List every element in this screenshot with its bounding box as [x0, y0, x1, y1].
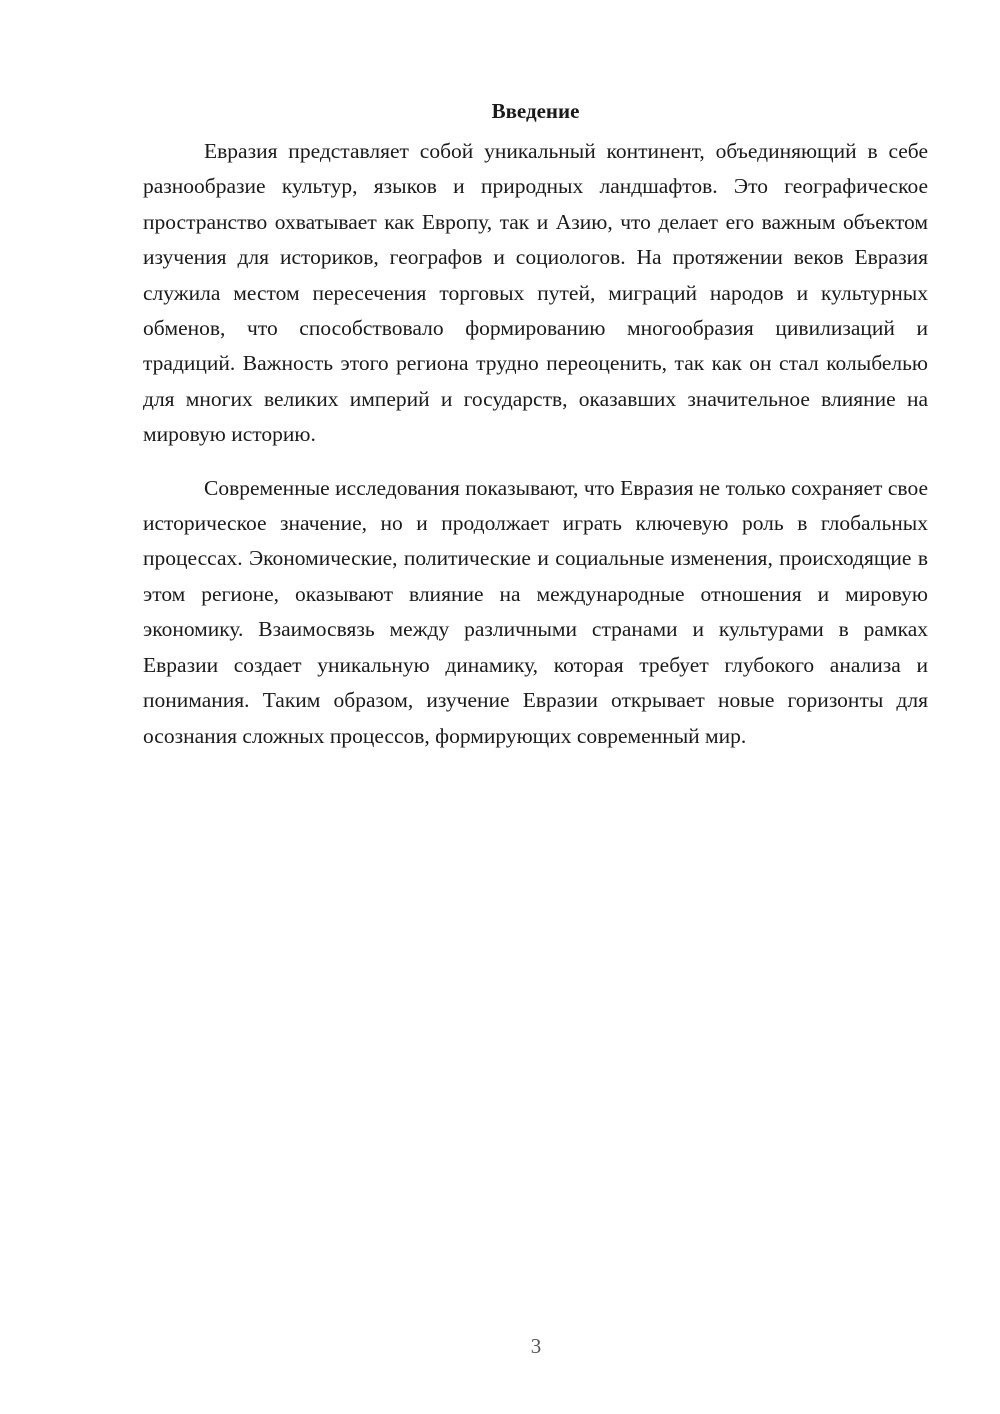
section-title: Введение	[491, 99, 580, 123]
page-content	[143, 96, 928, 754]
paragraph-2: Современные исследования показывают, что Евразия не только сохраняет свое историческое значение, но и продолжает играть ключевую роль в глобальных процессах. Экономические, политические и социальные изменения, происходящие в этом регионе, оказывают влияние на международные отношения и мировую экономику. Взаимосвязь между различными странами и культурами в рамках Евразии создает уникальную динамику, которая требует глубокого анализа и понимания. Таким образом, изучение Евразии открывает новые горизонты для осознания сложных процессов, формирующих современный мир.	[143, 475, 928, 748]
paragraph-1: Евразия представляет собой уникальный континент, объединяющий в себе разнообразие культур, языков и природных ландшафтов. Это географическое пространство охватывает как Европу, так и Азию, что делает его важным объектом изучения для историков, географов и социологов. На протяжении веков Евразия служила местом пересечения торговых путей, миграций народов и культурных обменов, что способствовало формированию многообразия цивилизаций и традиций. Важность этого региона трудно переоценить, так как он стал колыбелью для многих великих империй и государств, оказавших значительное влияние на мировую историю.	[143, 139, 928, 447]
page-number: 3	[530, 1334, 542, 1358]
